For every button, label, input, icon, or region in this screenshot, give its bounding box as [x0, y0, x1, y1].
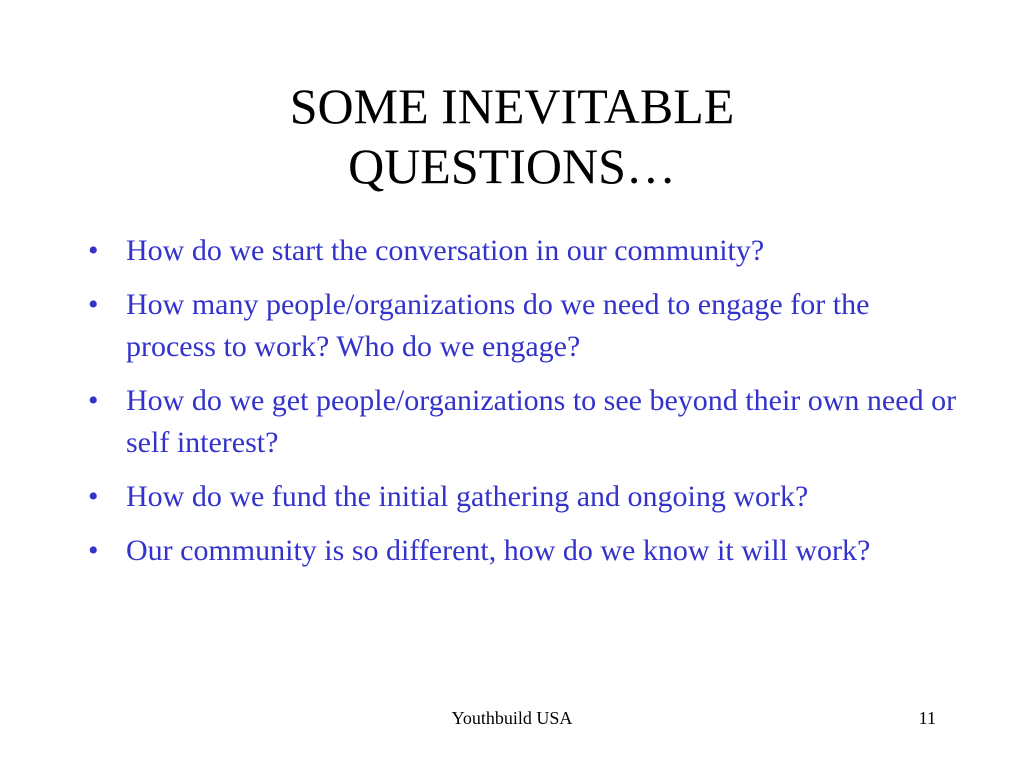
bullet-item — [84, 476, 964, 518]
bullet-item — [84, 284, 964, 368]
bullet-text: How do we fund the initial gathering and ongoing work? — [126, 480, 809, 513]
slide-title-line-2: QUESTIONS… — [348, 138, 676, 194]
bullet-icon: • — [88, 234, 99, 267]
bullet-item — [84, 530, 964, 572]
bullet-icon: • — [88, 384, 99, 417]
bullet-text: How many people/organizations do we need to engage for the process to work? Who do we engage? — [126, 288, 870, 363]
bullet-icon: • — [88, 534, 99, 567]
slide-page-number: 11 — [918, 708, 936, 728]
bullet-text: How do we get people/organizations to see beyond their own need or self interest? — [126, 384, 957, 459]
bullet-item — [84, 230, 964, 272]
bullet-icon: • — [88, 288, 99, 321]
bullet-item — [84, 380, 964, 464]
bullet-list — [84, 230, 964, 584]
slide-title-line-1: SOME INEVITABLE — [289, 78, 735, 134]
bullet-text: How do we start the conversation in our community? — [126, 234, 765, 267]
bullet-text: Our community is so different, how do we know it will work? — [126, 534, 871, 567]
slide-title — [0, 76, 1024, 196]
bullet-icon: • — [88, 480, 99, 513]
footer-organization: Youthbuild USA — [451, 708, 573, 728]
